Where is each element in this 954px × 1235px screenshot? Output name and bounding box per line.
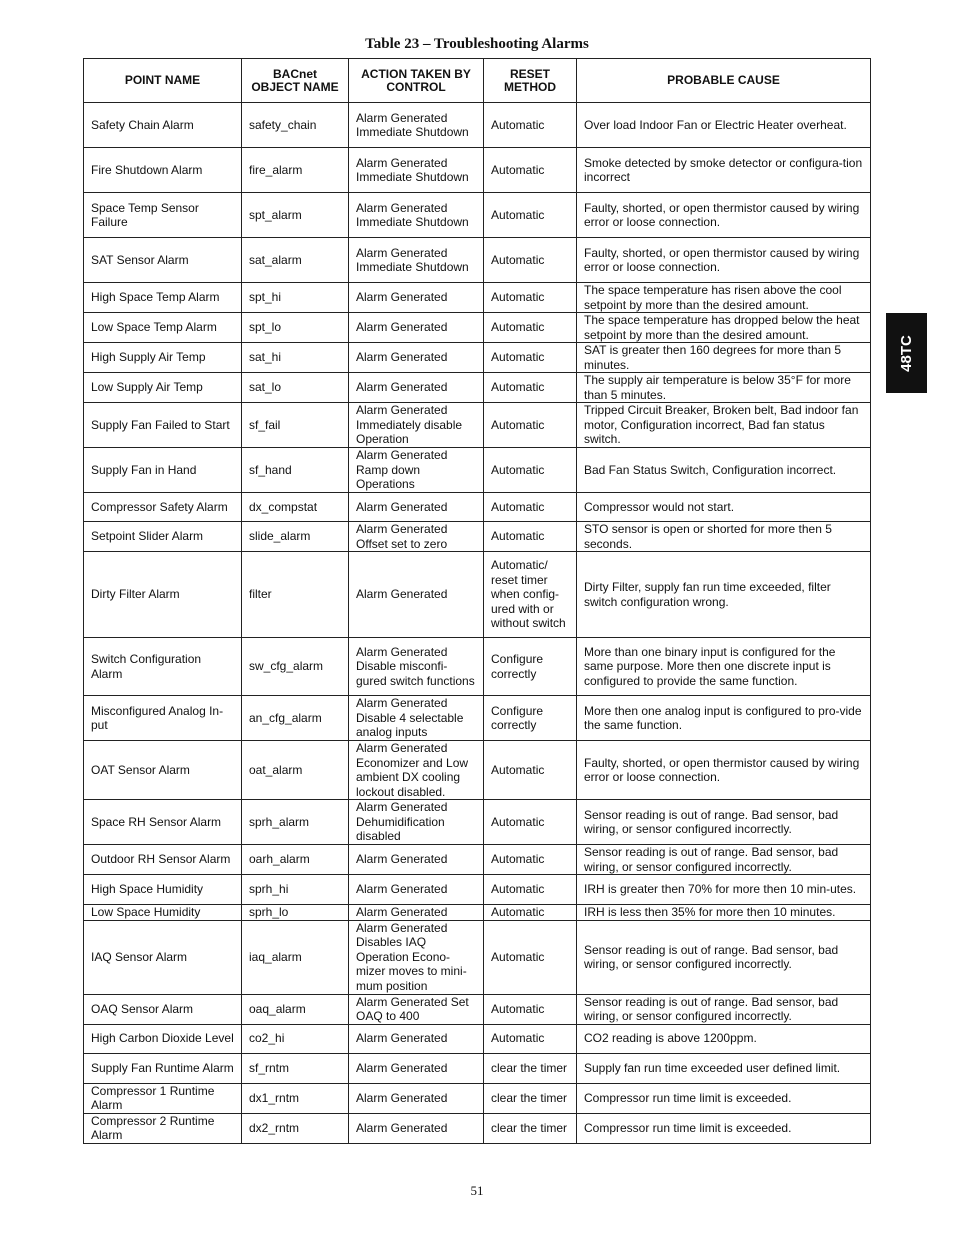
point-name-cell: High Space Humidity bbox=[84, 875, 242, 905]
probable-cause-cell: Over load Indoor Fan or Electric Heater overheat. bbox=[577, 103, 871, 148]
bacnet-object-cell: slide_alarm bbox=[242, 522, 349, 552]
bacnet-object-cell: oat_alarm bbox=[242, 741, 349, 800]
page-number: 51 bbox=[470, 1183, 484, 1198]
table-row bbox=[84, 343, 871, 373]
header-bacnet-object-name: BACnet OBJECT NAME bbox=[242, 59, 349, 103]
point-name-cell: OAQ Sensor Alarm bbox=[84, 994, 242, 1024]
bacnet-object-cell: sat_lo bbox=[242, 373, 349, 403]
action-cell: Alarm Generated bbox=[349, 1083, 484, 1113]
probable-cause-cell: SAT is greater then 160 degrees for more than 5 minutes. bbox=[577, 343, 871, 373]
table-row bbox=[84, 103, 871, 148]
point-name-cell: Supply Fan in Hand bbox=[84, 448, 242, 493]
probable-cause-cell: Compressor run time limit is exceeded. bbox=[577, 1113, 871, 1143]
point-name-cell: OAT Sensor Alarm bbox=[84, 741, 242, 800]
bacnet-object-cell: co2_hi bbox=[242, 1024, 349, 1053]
probable-cause-cell: Faulty, shorted, or open thermistor caused by wiring error or loose connection. bbox=[577, 238, 871, 283]
reset-method-cell: Automatic bbox=[484, 800, 577, 845]
reset-method-cell: Automatic bbox=[484, 193, 577, 238]
point-name-cell: Compressor 2 Runtime Alarm bbox=[84, 1113, 242, 1143]
reset-method-cell: Automatic bbox=[484, 448, 577, 493]
table-row bbox=[84, 1024, 871, 1053]
action-cell: Alarm Generated bbox=[349, 343, 484, 373]
action-cell: Alarm Generated bbox=[349, 283, 484, 313]
probable-cause-cell: More than one binary input is configured for the same purpose. More then one discrete input is configured to provide the same function. bbox=[577, 638, 871, 696]
reset-method-cell: Automatic/ reset timer when config-ured with or without switch bbox=[484, 552, 577, 638]
point-name-cell: Space Temp Sensor Failure bbox=[84, 193, 242, 238]
action-cell: Alarm Generated Immediate Shutdown bbox=[349, 238, 484, 283]
reset-method-cell: Automatic bbox=[484, 845, 577, 875]
probable-cause-cell: CO2 reading is above 1200ppm. bbox=[577, 1024, 871, 1053]
reset-method-cell: clear the timer bbox=[484, 1053, 577, 1083]
action-cell: Alarm Generated Immediate Shutdown bbox=[349, 148, 484, 193]
bacnet-object-cell: fire_alarm bbox=[242, 148, 349, 193]
point-name-cell: SAT Sensor Alarm bbox=[84, 238, 242, 283]
action-cell: Alarm Generated bbox=[349, 313, 484, 343]
point-name-cell: Setpoint Slider Alarm bbox=[84, 522, 242, 552]
point-name-cell: Supply Fan Runtime Alarm bbox=[84, 1053, 242, 1083]
table-row bbox=[84, 313, 871, 343]
probable-cause-cell: Sensor reading is out of range. Bad sensor, bad wiring, or sensor configured incorrectly. bbox=[577, 920, 871, 994]
table-row bbox=[84, 522, 871, 552]
probable-cause-cell: Compressor run time limit is exceeded. bbox=[577, 1083, 871, 1113]
bacnet-object-cell: oaq_alarm bbox=[242, 994, 349, 1024]
table-row bbox=[84, 448, 871, 493]
bacnet-object-cell: spt_lo bbox=[242, 313, 349, 343]
bacnet-object-cell: sw_cfg_alarm bbox=[242, 638, 349, 696]
header-point-name: POINT NAME bbox=[84, 59, 242, 103]
table-row bbox=[84, 1113, 871, 1143]
bacnet-object-cell: sat_alarm bbox=[242, 238, 349, 283]
action-cell: Alarm Generated Disables IAQ Operation Econo-mizer moves to mini-mum position bbox=[349, 920, 484, 994]
table-row bbox=[84, 800, 871, 845]
point-name-cell: High Carbon Dioxide Level bbox=[84, 1024, 242, 1053]
action-cell: Alarm Generated Offset set to zero bbox=[349, 522, 484, 552]
reset-method-cell: Automatic bbox=[484, 148, 577, 193]
action-cell: Alarm Generated bbox=[349, 1113, 484, 1143]
table-row bbox=[84, 638, 871, 696]
probable-cause-cell: IRH is greater then 70% for more then 10 min-utes. bbox=[577, 875, 871, 905]
probable-cause-cell: Supply fan run time exceeded user defined limit. bbox=[577, 1053, 871, 1083]
reset-method-cell: Automatic bbox=[484, 994, 577, 1024]
bacnet-object-cell: an_cfg_alarm bbox=[242, 696, 349, 741]
action-cell: Alarm Generated bbox=[349, 1024, 484, 1053]
bacnet-object-cell: iaq_alarm bbox=[242, 920, 349, 994]
bacnet-object-cell: sf_fail bbox=[242, 403, 349, 448]
bacnet-object-cell: dx2_rntm bbox=[242, 1113, 349, 1143]
reset-method-cell: Automatic bbox=[484, 103, 577, 148]
action-cell: Alarm Generated bbox=[349, 845, 484, 875]
reset-method-cell: Automatic bbox=[484, 238, 577, 283]
bacnet-object-cell: sat_hi bbox=[242, 343, 349, 373]
table-row bbox=[84, 741, 871, 800]
action-cell: Alarm Generated bbox=[349, 552, 484, 638]
action-cell: Alarm Generated Immediately disable Operation bbox=[349, 403, 484, 448]
probable-cause-cell: STO sensor is open or shorted for more then 5 seconds. bbox=[577, 522, 871, 552]
probable-cause-cell: Sensor reading is out of range. Bad sensor, bad wiring, or sensor configured incorrectly. bbox=[577, 994, 871, 1024]
point-name-cell: Compressor 1 Runtime Alarm bbox=[84, 1083, 242, 1113]
action-cell: Alarm Generated Set OAQ to 400 bbox=[349, 994, 484, 1024]
reset-method-cell: Automatic bbox=[484, 920, 577, 994]
table-body bbox=[84, 103, 871, 1144]
probable-cause-cell: Dirty Filter, supply fan run time exceeded, filter switch configuration wrong. bbox=[577, 552, 871, 638]
table-header-row bbox=[84, 59, 871, 103]
point-name-cell: Safety Chain Alarm bbox=[84, 103, 242, 148]
table-row bbox=[84, 1053, 871, 1083]
bacnet-object-cell: oarh_alarm bbox=[242, 845, 349, 875]
table-row bbox=[84, 845, 871, 875]
action-cell: Alarm Generated bbox=[349, 493, 484, 522]
probable-cause-cell: Compressor would not start. bbox=[577, 493, 871, 522]
point-name-cell: Low Supply Air Temp bbox=[84, 373, 242, 403]
table-row bbox=[84, 994, 871, 1024]
action-cell: Alarm Generated bbox=[349, 875, 484, 905]
point-name-cell: High Supply Air Temp bbox=[84, 343, 242, 373]
table-row bbox=[84, 193, 871, 238]
bacnet-object-cell: sprh_alarm bbox=[242, 800, 349, 845]
point-name-cell: Switch Configuration Alarm bbox=[84, 638, 242, 696]
header-action-taken: ACTION TAKEN BY CONTROL bbox=[349, 59, 484, 103]
point-name-cell: IAQ Sensor Alarm bbox=[84, 920, 242, 994]
probable-cause-cell: Smoke detected by smoke detector or configura-tion incorrect bbox=[577, 148, 871, 193]
bacnet-object-cell: dx_compstat bbox=[242, 493, 349, 522]
probable-cause-cell: The supply air temperature is below 35°F for more than 5 minutes. bbox=[577, 373, 871, 403]
table-row bbox=[84, 696, 871, 741]
point-name-cell: Fire Shutdown Alarm bbox=[84, 148, 242, 193]
bacnet-object-cell: sf_hand bbox=[242, 448, 349, 493]
side-tab-label: 48TC bbox=[898, 334, 915, 372]
point-name-cell: Outdoor RH Sensor Alarm bbox=[84, 845, 242, 875]
probable-cause-cell: Bad Fan Status Switch, Configuration incorrect. bbox=[577, 448, 871, 493]
reset-method-cell: Automatic bbox=[484, 313, 577, 343]
table-row bbox=[84, 283, 871, 313]
action-cell: Alarm Generated Dehumidification disabled bbox=[349, 800, 484, 845]
probable-cause-cell: The space temperature has risen above the cool setpoint by more than the desired amount. bbox=[577, 283, 871, 313]
reset-method-cell: Automatic bbox=[484, 875, 577, 905]
reset-method-cell: clear the timer bbox=[484, 1113, 577, 1143]
probable-cause-cell: Faulty, shorted, or open thermistor caused by wiring error or loose connection. bbox=[577, 741, 871, 800]
table-row bbox=[84, 493, 871, 522]
table-row bbox=[84, 373, 871, 403]
point-name-cell: Space RH Sensor Alarm bbox=[84, 800, 242, 845]
bacnet-object-cell: spt_hi bbox=[242, 283, 349, 313]
table-row bbox=[84, 238, 871, 283]
reset-method-cell: Configure correctly bbox=[484, 638, 577, 696]
section-side-tab bbox=[886, 313, 927, 393]
point-name-cell: Low Space Humidity bbox=[84, 905, 242, 921]
table-row bbox=[84, 552, 871, 638]
bacnet-object-cell: safety_chain bbox=[242, 103, 349, 148]
action-cell: Alarm Generated Disable 4 selectable analog inputs bbox=[349, 696, 484, 741]
reset-method-cell: Configure correctly bbox=[484, 696, 577, 741]
bacnet-object-cell: sprh_lo bbox=[242, 905, 349, 921]
point-name-cell: Dirty Filter Alarm bbox=[84, 552, 242, 638]
bacnet-object-cell: dx1_rntm bbox=[242, 1083, 349, 1113]
point-name-cell: Compressor Safety Alarm bbox=[84, 493, 242, 522]
header-reset-method: RESET METHOD bbox=[484, 59, 577, 103]
reset-method-cell: Automatic bbox=[484, 343, 577, 373]
reset-method-cell: Automatic bbox=[484, 1024, 577, 1053]
action-cell: Alarm Generated Ramp down Operations bbox=[349, 448, 484, 493]
probable-cause-cell: Faulty, shorted, or open thermistor caused by wiring error or loose connection. bbox=[577, 193, 871, 238]
table-row bbox=[84, 875, 871, 905]
reset-method-cell: clear the timer bbox=[484, 1083, 577, 1113]
action-cell: Alarm Generated Immediate Shutdown bbox=[349, 193, 484, 238]
reset-method-cell: Automatic bbox=[484, 283, 577, 313]
probable-cause-cell: Sensor reading is out of range. Bad sensor, bad wiring, or sensor configured incorrectly. bbox=[577, 845, 871, 875]
bacnet-object-cell: spt_alarm bbox=[242, 193, 349, 238]
table-row bbox=[84, 920, 871, 994]
troubleshooting-alarms-table bbox=[83, 58, 871, 1144]
bacnet-object-cell: filter bbox=[242, 552, 349, 638]
table-row bbox=[84, 403, 871, 448]
reset-method-cell: Automatic bbox=[484, 522, 577, 552]
reset-method-cell: Automatic bbox=[484, 741, 577, 800]
bacnet-object-cell: sprh_hi bbox=[242, 875, 349, 905]
reset-method-cell: Automatic bbox=[484, 905, 577, 921]
probable-cause-cell: IRH is less then 35% for more then 10 minutes. bbox=[577, 905, 871, 921]
table-title: Table 23 – Troubleshooting Alarms bbox=[365, 36, 589, 52]
action-cell: Alarm Generated Economizer and Low ambient DX cooling lockout disabled. bbox=[349, 741, 484, 800]
probable-cause-cell: Sensor reading is out of range. Bad sensor, bad wiring, or sensor configured incorrectly. bbox=[577, 800, 871, 845]
action-cell: Alarm Generated Disable misconfi-gured switch functions bbox=[349, 638, 484, 696]
action-cell: Alarm Generated bbox=[349, 373, 484, 403]
action-cell: Alarm Generated Immediate Shutdown bbox=[349, 103, 484, 148]
point-name-cell: Supply Fan Failed to Start bbox=[84, 403, 242, 448]
action-cell: Alarm Generated bbox=[349, 905, 484, 921]
table-row bbox=[84, 148, 871, 193]
probable-cause-cell: Tripped Circuit Breaker, Broken belt, Bad indoor fan motor, Configuration incorrect, Bad fan status switch. bbox=[577, 403, 871, 448]
reset-method-cell: Automatic bbox=[484, 403, 577, 448]
table-row bbox=[84, 1083, 871, 1113]
probable-cause-cell: The space temperature has dropped below the heat setpoint by more than the desired amount. bbox=[577, 313, 871, 343]
reset-method-cell: Automatic bbox=[484, 373, 577, 403]
point-name-cell: High Space Temp Alarm bbox=[84, 283, 242, 313]
point-name-cell: Misconfigured Analog In-put bbox=[84, 696, 242, 741]
bacnet-object-cell: sf_rntm bbox=[242, 1053, 349, 1083]
table-row bbox=[84, 905, 871, 921]
header-probable-cause: PROBABLE CAUSE bbox=[577, 59, 871, 103]
probable-cause-cell: More then one analog input is configured to pro-vide the same function. bbox=[577, 696, 871, 741]
action-cell: Alarm Generated bbox=[349, 1053, 484, 1083]
point-name-cell: Low Space Temp Alarm bbox=[84, 313, 242, 343]
reset-method-cell: Automatic bbox=[484, 493, 577, 522]
